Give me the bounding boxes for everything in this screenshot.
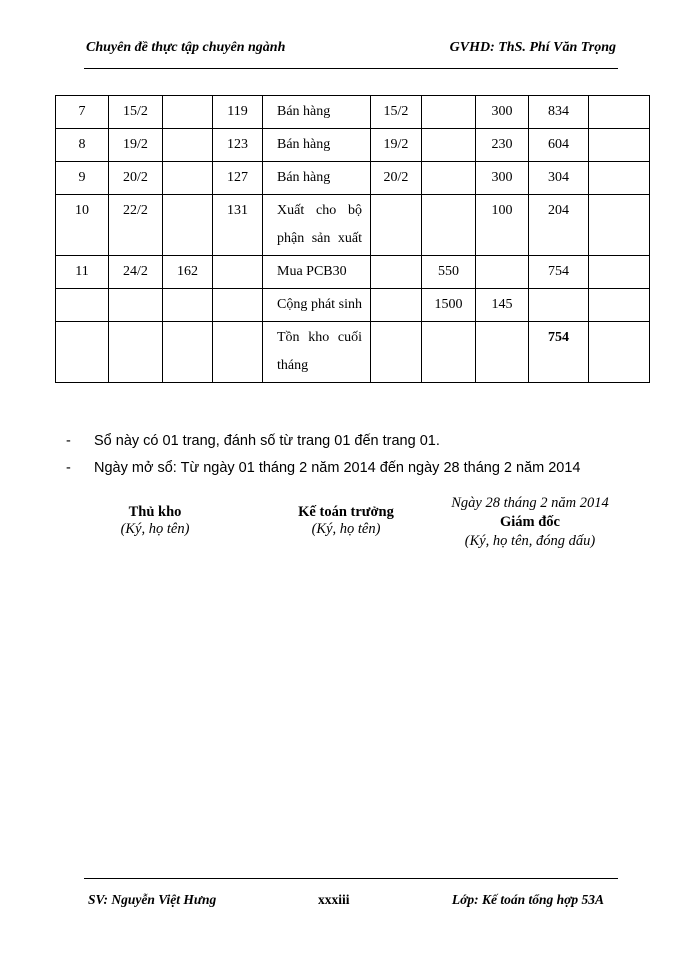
table-cell: Cộng phát sinh xyxy=(263,289,371,322)
signature-note: (Ký, họ tên) xyxy=(311,521,381,537)
header-advisor: GVHD: ThS. Phí Văn Trọng xyxy=(449,40,616,55)
table-cell xyxy=(589,162,650,195)
table-cell xyxy=(213,322,263,383)
signature-date: Ngày 28 tháng 2 năm 2014 xyxy=(451,495,609,511)
note-text: Sổ này có 01 trang, đánh số từ trang 01 đến trang 01. xyxy=(94,433,440,449)
table-cell: 11 xyxy=(56,256,109,289)
table-cell: 304 xyxy=(529,162,589,195)
table-cell xyxy=(476,322,529,383)
table-cell xyxy=(56,289,109,322)
signature-director xyxy=(430,494,630,551)
table-cell: Xuất cho bộ phận sản xuất xyxy=(263,195,371,256)
note-item: - Sổ này có 01 trang, đánh số từ trang 01 đến trang 01. xyxy=(66,433,440,449)
table-cell: 10 xyxy=(56,195,109,256)
footer-divider xyxy=(84,878,618,879)
table-cell xyxy=(371,256,422,289)
footer-student: SV: Nguyễn Việt Hưng xyxy=(88,892,217,907)
table-cell: 300 xyxy=(476,162,529,195)
table-cell xyxy=(163,322,213,383)
table-cell: Bán hàng xyxy=(263,96,371,129)
notes xyxy=(66,428,581,482)
signature-note: (Ký, họ tên) xyxy=(120,521,190,537)
table-cell: 20/2 xyxy=(109,162,163,195)
page-header xyxy=(86,40,616,62)
table-cell: 123 xyxy=(213,129,263,162)
table-cell xyxy=(163,289,213,322)
signature-title: Kế toán trưởng xyxy=(298,504,394,520)
table-row xyxy=(56,129,650,162)
table-row xyxy=(56,322,650,383)
table-cell xyxy=(422,322,476,383)
table-cell xyxy=(422,96,476,129)
table-cell xyxy=(422,195,476,256)
table-cell xyxy=(589,322,650,383)
table-cell xyxy=(371,195,422,256)
signature-note: (Ký, họ tên, đóng dấu) xyxy=(464,533,596,549)
table-cell: Tồn kho cuối tháng xyxy=(263,322,371,383)
header-topic: Chuyên đề thực tập chuyên ngành xyxy=(86,40,286,55)
ledger-body xyxy=(56,96,650,383)
table-row xyxy=(56,162,650,195)
table-cell: 24/2 xyxy=(109,256,163,289)
table-cell: 550 xyxy=(422,256,476,289)
table-cell: 145 xyxy=(476,289,529,322)
table-cell: 15/2 xyxy=(109,96,163,129)
table-cell: Bán hàng xyxy=(263,162,371,195)
table-cell xyxy=(163,195,213,256)
table-cell: 754 xyxy=(529,256,589,289)
table-cell: Bán hàng xyxy=(263,129,371,162)
table-cell: 15/2 xyxy=(371,96,422,129)
table-cell: 1500 xyxy=(422,289,476,322)
table-cell xyxy=(529,289,589,322)
table-cell xyxy=(422,162,476,195)
note-text: Ngày mở sổ: Từ ngày 01 tháng 2 năm 2014 đến ngày 28 tháng 2 năm 2014 xyxy=(94,460,581,476)
table-cell xyxy=(109,289,163,322)
table-cell: 834 xyxy=(529,96,589,129)
table-cell xyxy=(371,322,422,383)
table-cell xyxy=(589,129,650,162)
table-cell: 22/2 xyxy=(109,195,163,256)
header-divider xyxy=(84,68,618,69)
table-cell xyxy=(163,129,213,162)
table-cell: 8 xyxy=(56,129,109,162)
table-cell: 7 xyxy=(56,96,109,129)
table-cell xyxy=(56,322,109,383)
table-cell: 230 xyxy=(476,129,529,162)
table-cell: 119 xyxy=(213,96,263,129)
signature-chief-accountant xyxy=(276,504,416,538)
table-row xyxy=(56,256,650,289)
table-cell: 19/2 xyxy=(109,129,163,162)
table-cell xyxy=(589,96,650,129)
page-footer xyxy=(88,892,604,912)
table-cell xyxy=(422,129,476,162)
signature-title: Giám đốc xyxy=(499,514,560,530)
note-item: - Ngày mở sổ: Từ ngày 01 tháng 2 năm 2014 đến ngày 28 tháng 2 năm 2014 xyxy=(66,460,581,476)
table-cell xyxy=(371,289,422,322)
table-cell xyxy=(213,289,263,322)
inventory-ledger-table xyxy=(55,95,650,383)
table-cell: 300 xyxy=(476,96,529,129)
table-cell: 100 xyxy=(476,195,529,256)
table-cell: 20/2 xyxy=(371,162,422,195)
table-cell xyxy=(163,162,213,195)
table-cell xyxy=(589,289,650,322)
table-cell: 131 xyxy=(213,195,263,256)
signature-storekeeper xyxy=(100,504,210,538)
table-row xyxy=(56,96,650,129)
table-cell: 19/2 xyxy=(371,129,422,162)
table-row xyxy=(56,289,650,322)
table-cell: 127 xyxy=(213,162,263,195)
table-cell xyxy=(589,195,650,256)
table-row xyxy=(56,195,650,256)
footer-class: Lớp: Kế toán tổng hợp 53A xyxy=(451,892,604,907)
table-cell xyxy=(163,96,213,129)
table-cell: Mua PCB30 xyxy=(263,256,371,289)
table-cell xyxy=(589,256,650,289)
table-cell: 754 xyxy=(529,322,589,383)
table-cell: 162 xyxy=(163,256,213,289)
page-number: xxxiii xyxy=(318,892,350,907)
table-cell xyxy=(213,256,263,289)
table-cell: 204 xyxy=(529,195,589,256)
table-cell xyxy=(109,322,163,383)
table-cell: 9 xyxy=(56,162,109,195)
table-cell xyxy=(476,256,529,289)
signature-title: Thủ kho xyxy=(128,504,182,520)
table-cell: 604 xyxy=(529,129,589,162)
